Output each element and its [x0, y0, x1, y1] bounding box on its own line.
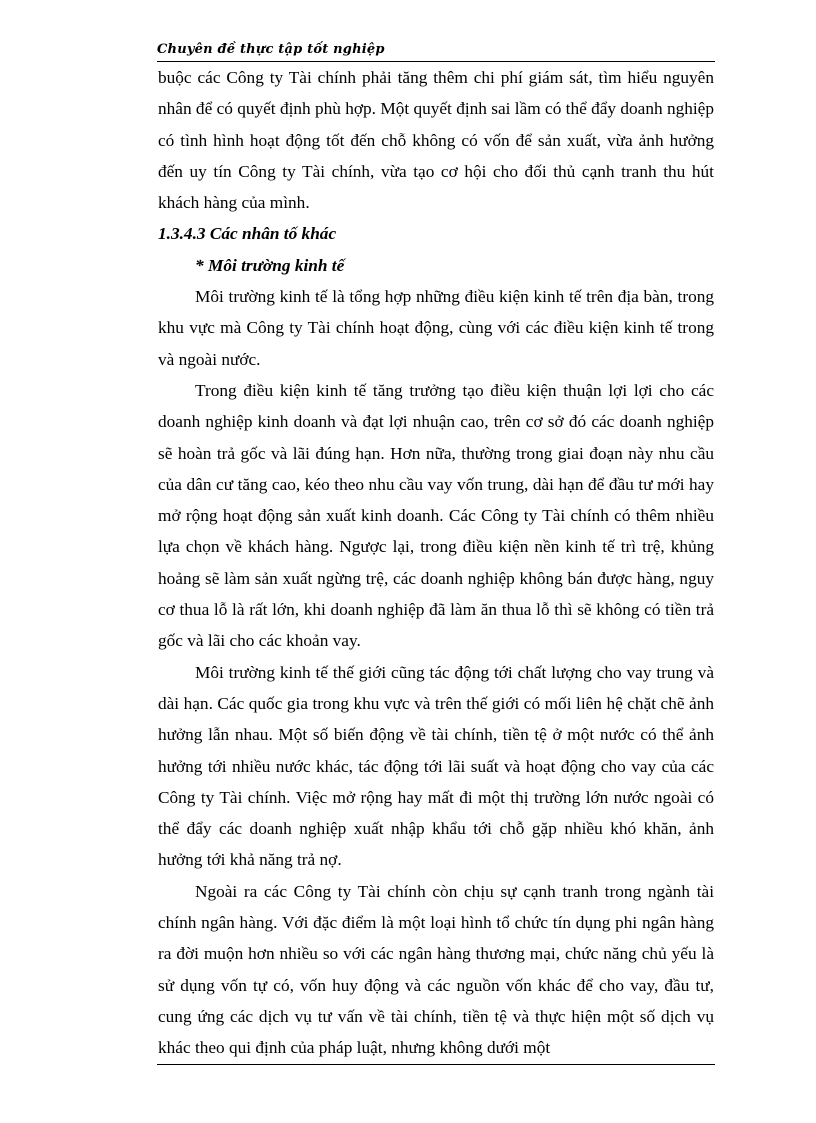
paragraph: Ngoài ra các Công ty Tài chính còn chịu sự cạnh tranh trong ngành tài chính ngân hàng. Với đặc điểm là một loại hình tổ chức tín dụng phi ngân hàng ra đời muộn hơn nhiều so với các ngân hàng thương mại, chức năng chủ yếu là sử dụng vốn tự có, vốn huy động và các nguồn vốn khác để cho vay, đầu tư, cung ứng các dịch vụ tư vấn về tài chính, tiền tệ và thực hiện một số dịch vụ khác theo qui định của pháp luật, nhưng không dưới một [158, 881, 714, 1058]
paragraph: Trong điều kiện kinh tế tăng trưởng tạo điều kiện thuận lợi lợi cho các doanh nghiệp kinh doanh và đạt lợi nhuận cao, trên cơ sở đó các doanh nghiệp sẽ hoàn trả gốc và lãi đúng hạn. Hơn nữa, thường trong giai đoạn này nhu cầu của dân cư tăng cao, kéo theo nhu cầu vay vốn trung, dài hạn để đầu tư mới hay mở rộng hoạt động sản xuất kinh doanh. Các Công ty Tài chính có thêm nhiều lựa chọn về khách hàng. Ngược lại, trong điều kiện nền kinh tế trì trệ, khủng hoảng sẽ làm sản xuất ngừng trệ, các doanh nghiệp không bán được hàng, nguy cơ thua lỗ là rất lớn, khi doanh nghiệp đã làm ăn thua lỗ thì sẽ không có tiền trả gốc và lãi cho các khoản vay. [158, 380, 714, 651]
running-header: Chuyên đề thực tập tốt nghiệp [157, 42, 385, 57]
paragraph: Môi trường kinh tế là tổng hợp những điều kiện kinh tế trên địa bàn, trong khu vực mà Công ty Tài chính hoạt động, cùng với các điều kiện kinh tế trong và ngoài nước. [158, 287, 714, 369]
paragraph-continuation: buộc các Công ty Tài chính phải tăng thêm chi phí giám sát, tìm hiểu nguyên nhân để có quyết định phù hợp. Một quyết định sai lầm có thể đẩy doanh nghiệp có tình hình hoạt động tốt đến chỗ không có vốn để sản xuất, vừa ảnh hưởng đến uy tín Công ty Tài chính, vừa tạo cơ hội cho đối thủ cạnh tranh thu hút khách hàng của mình. [158, 68, 714, 213]
body-text [158, 62, 714, 1064]
subsection-heading: * Môi trường kinh tế [195, 255, 345, 275]
footer-rule [157, 1064, 715, 1065]
paragraph: Môi trường kinh tế thế giới cũng tác động tới chất lượng cho vay trung và dài hạn. Các quốc gia trong khu vực và trên thế giới có mối liên hệ chặt chẽ ảnh hưởng lẫn nhau. Một số biến động về tài chính, tiền tệ ở một nước có thể ảnh hưởng tới nhiều nước khác, tác động tới lãi suất và hoạt động cho vay của các Công ty Tài chính. Việc mở rộng hay mất đi một thị trường lớn nước ngoài có thể đẩy các doanh nghiệp xuất nhập khẩu tới chỗ gặp nhiều khó khăn, ảnh hưởng tới khả năng trả nợ. [158, 662, 714, 870]
section-heading: 1.3.4.3 Các nhân tố khác [158, 224, 337, 244]
